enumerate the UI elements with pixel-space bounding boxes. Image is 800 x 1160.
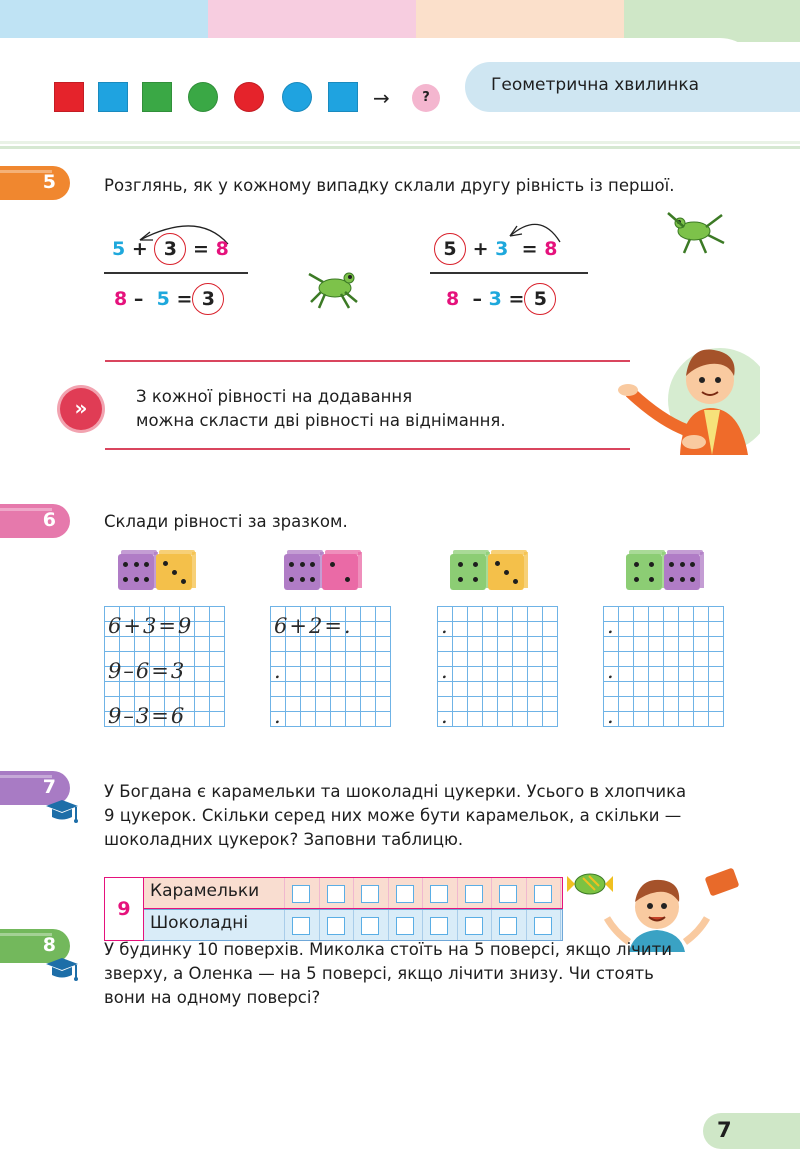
graduation-cap-icon bbox=[44, 798, 80, 824]
task6-text: Склади рівності за зразком. bbox=[104, 512, 348, 531]
answer-cell[interactable] bbox=[396, 885, 414, 903]
square-shape bbox=[54, 82, 84, 112]
answer-cell[interactable] bbox=[499, 917, 517, 935]
die-face-6 bbox=[284, 550, 324, 590]
table-row-label: Шоколадні bbox=[150, 913, 249, 933]
die-face-6 bbox=[664, 550, 704, 590]
double-chevron-icon: » bbox=[60, 388, 102, 430]
answer-cell[interactable] bbox=[499, 885, 517, 903]
grid-line: 9–3=6 bbox=[108, 704, 187, 728]
table-total: 9 bbox=[104, 877, 144, 941]
frog-icon bbox=[660, 205, 730, 255]
grid-line: . bbox=[274, 704, 283, 728]
task-number-5: 5 bbox=[0, 166, 70, 200]
equation-2-top: 5 + 3 = 8 bbox=[434, 233, 557, 265]
answer-grid[interactable] bbox=[270, 606, 391, 727]
question-badge: ? bbox=[412, 84, 440, 112]
section-title-pill bbox=[465, 62, 800, 112]
candy-table bbox=[104, 877, 562, 941]
equation-2-bottom: 8 – 3 = 5 bbox=[446, 283, 556, 315]
answer-grid[interactable] bbox=[104, 606, 225, 727]
square-shape bbox=[142, 82, 172, 112]
square-shape bbox=[328, 82, 358, 112]
die-face-2 bbox=[322, 550, 362, 590]
die-face-4 bbox=[450, 550, 490, 590]
answer-cell[interactable] bbox=[430, 885, 448, 903]
grid-line: . bbox=[607, 704, 616, 728]
answer-cell[interactable] bbox=[465, 917, 483, 935]
circle-shape bbox=[282, 82, 312, 112]
equation-1-bottom: 8 – 5 = 3 bbox=[114, 283, 224, 315]
grid-line: 9–6=3 bbox=[108, 659, 187, 683]
section-title: Геометрична хвилинка bbox=[491, 75, 700, 95]
answer-cell[interactable] bbox=[534, 917, 552, 935]
equation-1-top: 5 + 3 = 8 bbox=[112, 233, 229, 265]
answer-cell[interactable] bbox=[465, 885, 483, 903]
grid-line: . bbox=[441, 659, 450, 683]
table-row-caramels bbox=[144, 877, 563, 909]
page-number: 7 bbox=[717, 1118, 732, 1142]
task-number-6: 6 bbox=[0, 504, 70, 538]
square-shape bbox=[98, 82, 128, 112]
die-face-3 bbox=[156, 550, 196, 590]
answer-grid[interactable] bbox=[603, 606, 724, 727]
answer-cell[interactable] bbox=[327, 917, 345, 935]
graduation-cap-icon bbox=[44, 956, 80, 982]
grid-line: . bbox=[274, 659, 283, 683]
table-row-chocolates bbox=[144, 909, 563, 941]
boy-teacher-illustration bbox=[610, 330, 760, 455]
rule-text: З кожної рівності на додавання можна скласти дві рівності на віднімання. bbox=[136, 387, 506, 430]
task-number-8: 8 bbox=[0, 929, 70, 963]
die-face-3 bbox=[488, 550, 528, 590]
answer-cell[interactable] bbox=[361, 885, 379, 903]
grid-line: . bbox=[441, 614, 450, 638]
grid-line: . bbox=[441, 704, 450, 728]
grid-line: 6+3=9 bbox=[108, 614, 194, 638]
page-number-tab bbox=[703, 1113, 800, 1149]
table-row-label: Карамельки bbox=[150, 881, 260, 901]
answer-cell[interactable] bbox=[361, 917, 379, 935]
rule-top-line bbox=[105, 360, 630, 362]
rule-bottom-line bbox=[105, 448, 630, 450]
task5-text: Розглянь, як у кожному випадку склали другу рівність із першої. bbox=[104, 176, 675, 195]
die-face-6 bbox=[118, 550, 158, 590]
answer-cell[interactable] bbox=[292, 885, 310, 903]
grid-line: . bbox=[607, 614, 616, 638]
answer-grid[interactable] bbox=[437, 606, 558, 727]
task7-text: У Богдана є карамельки та шоколадні цукерки. Усього в хлопчика 9 цукерок. Скільки серед них може бути карамельок, а скільки — шоколадних цукерок? Заповни таблицю. bbox=[104, 782, 687, 849]
circle-shape bbox=[234, 82, 264, 112]
answer-cell[interactable] bbox=[430, 917, 448, 935]
task-number-7: 7 bbox=[0, 771, 70, 805]
arrow-right-icon: → bbox=[373, 86, 390, 110]
header-divider bbox=[0, 146, 800, 149]
grid-line: . bbox=[607, 659, 616, 683]
die-face-4 bbox=[626, 550, 666, 590]
top-color-band bbox=[0, 0, 800, 42]
circle-shape bbox=[188, 82, 218, 112]
frog-icon bbox=[305, 262, 365, 310]
answer-cell[interactable] bbox=[396, 917, 414, 935]
task8-text: У будинку 10 поверхів. Миколка стоїть на 5 поверсі, якщо лічити зверху, а Оленка — на 5 поверсі, якщо лічити знизу. Чи стоять вони на одному поверсі? bbox=[104, 940, 672, 1007]
grid-line: 6+2=. bbox=[274, 614, 353, 638]
answer-cell[interactable] bbox=[327, 885, 345, 903]
answer-cell[interactable] bbox=[534, 885, 552, 903]
answer-cell[interactable] bbox=[292, 917, 310, 935]
